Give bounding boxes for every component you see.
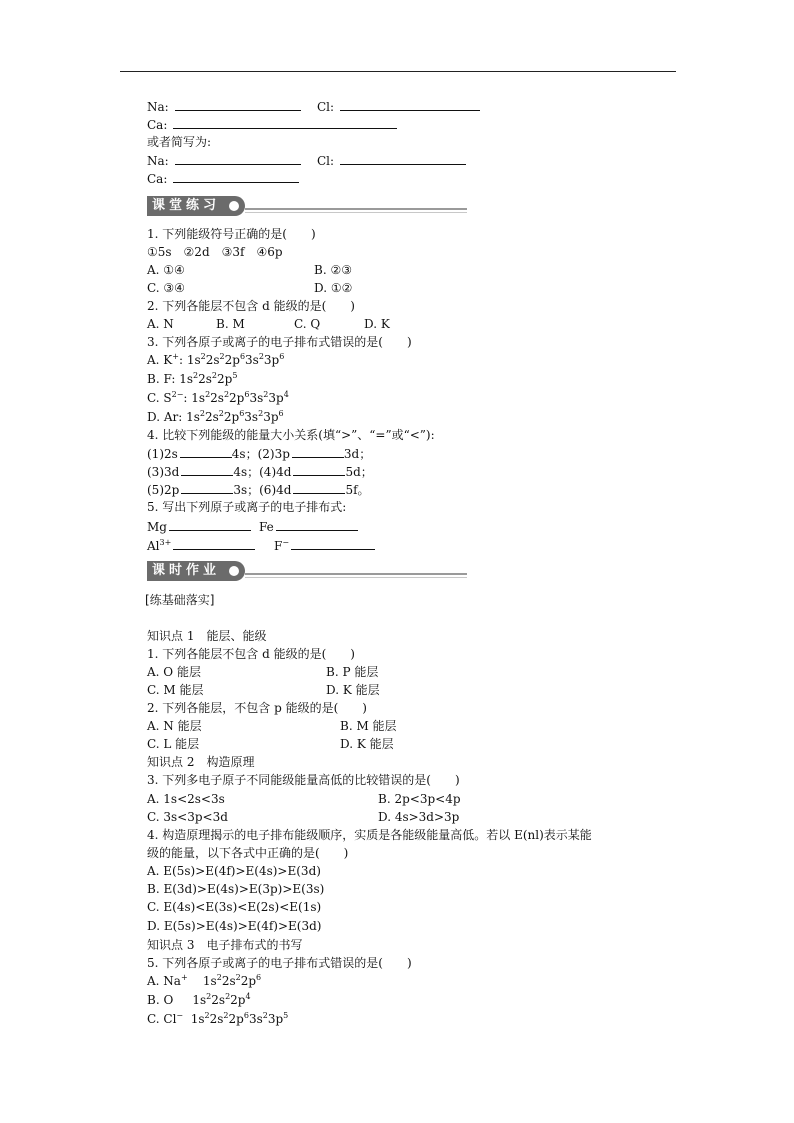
q4-r2a: (3)3d	[147, 465, 180, 479]
hw3-stem: 3. 下列多电子原子不同能级能量高低的比较错误的是( )	[147, 773, 460, 787]
bracket-icon: ]	[209, 593, 215, 607]
hw1-stem: 1. 下列各能层不包含 d 能级的是( )	[147, 647, 355, 661]
q4-row1	[147, 445, 371, 462]
hw4-option-b[interactable]: B. E(3d)>E(4s)>E(3p)>E(3s)	[147, 882, 325, 896]
section-title: 课堂练习	[152, 198, 221, 213]
hw1-option-b[interactable]: B. P 能层	[326, 665, 379, 679]
q3-c-charge: 2−	[171, 390, 184, 399]
hw2-stem: 2. 下列各能层，不包含 p 能级的是( )	[147, 701, 367, 715]
q3-option-d[interactable]: D. Ar: $1s^22s^22p^63s^23p^6$	[147, 409, 284, 424]
blank-cl[interactable]	[340, 98, 480, 111]
hw4-stem-line1: 4. 构造原理揭示的电子排布能级顺序，实质是各能级能量高低。若以 E(nl)表示某能	[147, 828, 592, 842]
fill-line-cl	[317, 98, 480, 115]
q5-al-charge: 3+	[159, 538, 172, 547]
bracket-icon: [	[145, 593, 150, 607]
label-na2: Na:	[147, 154, 169, 168]
q5-fe-label: Fe	[259, 520, 274, 534]
q3-a-sep: :	[178, 353, 187, 367]
hw2-option-d[interactable]: D. K 能层	[340, 737, 394, 751]
q1-option-b[interactable]: B. ②③	[314, 263, 352, 277]
q4-r3a: (5)2p	[147, 483, 180, 497]
hw1-option-a[interactable]: A. O 能层	[147, 665, 201, 679]
header-rule	[120, 71, 676, 72]
subsection-title	[145, 592, 214, 608]
q3-option-c[interactable]: C. $S^{2-}$: $1s^22s^22p^63s^23p^4$	[147, 390, 289, 405]
blank-f[interactable]	[291, 537, 375, 550]
blank-mg[interactable]	[169, 518, 251, 531]
q2-option-c[interactable]: C. Q	[294, 317, 321, 331]
q5-mg-label: Mg	[147, 520, 167, 534]
bullet-icon	[229, 201, 239, 211]
hw4-option-d[interactable]: D. E(5s)>E(4s)>E(4f)>E(3d)	[147, 919, 322, 933]
q5-fe	[259, 518, 358, 535]
q3-b-prefix: B. F:	[147, 372, 180, 386]
q4-r1a: (1)2s	[147, 447, 178, 461]
hw5-option-a[interactable]: A. Na+ $1s^22s^22p^6$	[147, 973, 262, 988]
blank-fe[interactable]	[276, 518, 358, 531]
blank-q4-4[interactable]	[293, 463, 345, 476]
hw5-c-prefix: C. Cl	[147, 1012, 177, 1026]
q1-option-a[interactable]: A. ①④	[147, 263, 185, 277]
blank-ca[interactable]	[173, 116, 397, 129]
hw3-option-a[interactable]: A. 1s<2s<3s	[147, 792, 225, 806]
section-rule	[245, 208, 467, 210]
hw3-option-b[interactable]: B. 2p<3p<4p	[378, 792, 461, 806]
q3-stem: 3. 下列各原子或离子的电子排布式错误的是( )	[147, 335, 412, 349]
hw1-option-c[interactable]: C. M 能层	[147, 683, 204, 697]
q4-r3c: 5f。	[345, 483, 370, 497]
knowledge-point-1: 知识点 1 能层、能级	[147, 629, 267, 643]
section-header-box	[147, 196, 245, 216]
q3-option-b[interactable]: B. F: $1s^22s^22p^5$	[147, 371, 238, 386]
q1-option-c[interactable]: C. ③④	[147, 281, 185, 295]
fill-line-ca2	[147, 170, 299, 187]
blank-q4-6[interactable]	[293, 481, 345, 494]
short-intro: 或者简写为:	[147, 135, 212, 149]
hw5-a-charge: +	[180, 973, 188, 982]
hw1-option-d[interactable]: D. K 能层	[326, 683, 380, 697]
q4-r2b: 4s；(4)4d	[233, 465, 292, 479]
q4-r1b: 4s；(2)3p	[231, 447, 290, 461]
hw4-option-c[interactable]: C. E(4s)<E(3s)<E(2s)<E(1s)	[147, 900, 322, 914]
q2-option-a[interactable]: A. N	[147, 317, 174, 331]
q4-r2c: 5d；	[345, 465, 373, 479]
q3-c-prefix: C. S	[147, 391, 172, 405]
knowledge-point-3: 知识点 3 电子排布式的书写	[147, 938, 303, 952]
blank-na2[interactable]	[175, 152, 301, 165]
label-ca: Ca:	[147, 118, 168, 132]
blank-al[interactable]	[173, 537, 255, 550]
section-rule-2	[245, 573, 467, 575]
hw4-stem-line2: 级的能量，以下各式中正确的是( )	[147, 846, 349, 860]
q2-option-b[interactable]: B. M	[216, 317, 245, 331]
hw5-option-c[interactable]: C. Cl− $1s^22s^22p^63s^23p^5$	[147, 1011, 289, 1026]
label-na: Na:	[147, 100, 169, 114]
q5-mg	[147, 518, 251, 535]
section-rule-thin-2	[245, 577, 467, 578]
hw5-stem: 5. 下列各原子或离子的电子排布式错误的是( )	[147, 956, 412, 970]
blank-cl2[interactable]	[340, 152, 466, 165]
label-cl2: Cl:	[317, 154, 335, 168]
q4-r3b: 3s；(6)4d	[233, 483, 292, 497]
hw5-b-prefix: B. O	[147, 993, 174, 1007]
q3-d-prefix: D. Ar:	[147, 410, 187, 424]
hw5-option-b[interactable]: B. O $1s^22s^22p^4$	[147, 992, 251, 1007]
bullet-icon	[229, 566, 239, 576]
fill-line-na2	[147, 152, 301, 169]
q2-stem: 2. 下列各能层不包含 d 能级的是( )	[147, 299, 355, 313]
blank-na[interactable]	[175, 98, 301, 111]
q3-option-a[interactable]: A. K+: $1s^22s^22p^63s^23p^6$	[147, 352, 285, 367]
blank-q4-2[interactable]	[292, 445, 344, 458]
hw5-c-charge: −	[176, 1011, 184, 1020]
section-header-homework	[147, 561, 467, 581]
section-rule-thin	[245, 212, 467, 213]
q5-f-label: F	[274, 539, 283, 553]
section-header-classroom	[147, 196, 467, 216]
q3-a-prefix: A. K	[147, 353, 173, 367]
section-title-2: 课时作业	[152, 563, 221, 578]
q5-f-charge: −	[282, 538, 290, 547]
q4-stem: 4. 比较下列能级的能量大小关系(填“>”、“=”或“<”):	[147, 428, 435, 442]
q1-options-line: ①5s ②2d ③3f ④6p	[147, 245, 283, 259]
blank-q4-1[interactable]	[180, 445, 232, 458]
q5-al-label: Al	[147, 539, 160, 553]
blank-ca2[interactable]	[173, 170, 299, 183]
q3-c-sep: :	[183, 391, 192, 405]
fill-line-na-cl	[147, 98, 301, 115]
q3-a-charge: +	[172, 352, 179, 361]
section-header-box-2	[147, 561, 245, 581]
q5-al	[147, 537, 255, 554]
q4-r1c: 3d；	[343, 447, 372, 461]
knowledge-point-2: 知识点 2 构造原理	[147, 755, 255, 769]
hw4-option-a[interactable]: A. E(5s)>E(4f)>E(4s)>E(3d)	[147, 864, 321, 878]
hw2-option-b[interactable]: B. M 能层	[340, 719, 397, 733]
q4-row2	[147, 463, 373, 480]
q5-f	[274, 537, 375, 554]
q5-stem: 5. 写出下列原子或离子的电子排布式:	[147, 500, 347, 514]
q1-stem: 1. 下列能级符号正确的是( )	[147, 227, 316, 241]
hw2-option-c[interactable]: C. L 能层	[147, 737, 200, 751]
fill-line-cl2	[317, 152, 466, 169]
blank-q4-5[interactable]	[181, 481, 233, 494]
q2-option-d[interactable]: D. K	[364, 317, 390, 331]
label-cl: Cl:	[317, 100, 335, 114]
q4-row3	[147, 481, 370, 498]
label-ca2: Ca:	[147, 172, 168, 186]
hw2-option-a[interactable]: A. N 能层	[147, 719, 202, 733]
fill-line-ca	[147, 116, 397, 133]
hw5-a-prefix: A. Na	[147, 974, 181, 988]
hw3-option-d[interactable]: D. 4s>3d>3p	[378, 810, 460, 824]
subsection-label: 练基础落实	[149, 593, 210, 607]
q1-option-d[interactable]: D. ①②	[314, 281, 353, 295]
hw3-option-c[interactable]: C. 3s<3p<3d	[147, 810, 228, 824]
blank-q4-3[interactable]	[181, 463, 233, 476]
